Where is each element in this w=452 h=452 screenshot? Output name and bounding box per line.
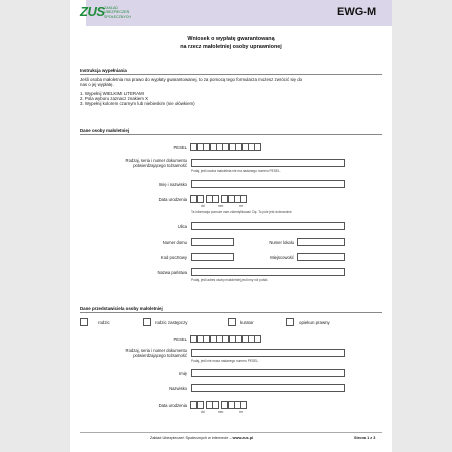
section-rule bbox=[80, 312, 382, 313]
instruction-step-2: 2. Pola wyboru zaznacz znakiem X bbox=[80, 96, 149, 101]
rep-first-name-field[interactable] bbox=[191, 369, 345, 377]
instruction-step-1: 1. Wypełnij WIELKIMI LITERAMI bbox=[80, 91, 144, 96]
section-rule bbox=[80, 74, 382, 75]
rep-option-guardian-checkbox[interactable] bbox=[286, 318, 294, 326]
minor-name-field[interactable] bbox=[191, 180, 345, 188]
minor-city-field[interactable] bbox=[297, 253, 345, 261]
form-code: EWG-M bbox=[337, 6, 377, 18]
instructions-heading: Instrukcja wypełniania bbox=[80, 68, 127, 73]
rep-doc-label: Rodzaj, seria i numer dokumentu potwierdzającego tożsamość bbox=[125, 348, 187, 359]
footer-rule bbox=[80, 432, 382, 433]
minor-doc-field[interactable] bbox=[191, 159, 345, 167]
minor-city-label: Miejscowość bbox=[270, 255, 294, 260]
rep-option-guardian-label: opiekun prawny bbox=[299, 320, 330, 325]
rep-option-foster-label: rodzic zastępczy bbox=[155, 320, 188, 325]
minor-mm-label: mm bbox=[218, 204, 224, 208]
minor-postal-field[interactable] bbox=[191, 253, 234, 261]
footer-note: Zakład Ubezpieczeń Społecznych w internecie – www.zus.pl bbox=[150, 436, 254, 440]
rep-pesel-cells[interactable] bbox=[191, 335, 261, 343]
form-title-line1: Wniosek o wypłatę gwarantowaną bbox=[187, 36, 275, 42]
zus-logo: ZUS bbox=[80, 4, 105, 19]
rep-birth-label: Data urodzenia bbox=[158, 403, 187, 408]
minor-pesel-label: PESEL bbox=[173, 145, 187, 150]
minor-street-label: Ulica bbox=[177, 224, 187, 229]
minor-flat-field[interactable] bbox=[297, 238, 345, 246]
rep-doc-hint: Podaj, jeśli nie masz nadanego numeru PESEL. bbox=[191, 359, 259, 363]
minor-country-label: Nazwa państwa bbox=[157, 270, 187, 275]
minor-name-label: Imię i nazwisko bbox=[158, 182, 187, 187]
minor-postal-label: Kod pocztowy bbox=[160, 255, 187, 260]
rep-first-name-label: Imię bbox=[179, 371, 187, 376]
rep-dd-label: dd bbox=[201, 410, 205, 414]
org-name: ZAKŁAD UBEZPIECZEŃ SPOŁECZNYCH bbox=[104, 6, 131, 19]
minor-rrrr-label: rrrr bbox=[239, 204, 244, 208]
minor-house-label: Numer domu bbox=[162, 240, 187, 245]
rep-rrrr-label: rrrr bbox=[239, 410, 244, 414]
rep-last-name-label: Nazwisko bbox=[169, 386, 187, 391]
minor-flat-label: Numer lokalu bbox=[269, 240, 294, 245]
rep-option-curator-label: kurator bbox=[240, 320, 254, 325]
minor-heading: Dane osoby małoletniej bbox=[80, 128, 130, 133]
minor-pesel-cells[interactable] bbox=[191, 143, 261, 151]
minor-doc-label: Rodzaj, seria i numer dokumentu potwierdzającego tożsamość bbox=[125, 158, 187, 169]
minor-dd-label: dd bbox=[201, 204, 205, 208]
minor-birth-hint: Ta informacja pomoże nam zidentyfikować Cię. To pole jest dobrowolne bbox=[191, 210, 292, 214]
instructions-intro-2: nas o jej wypłatę. bbox=[80, 82, 114, 87]
rep-option-foster-checkbox[interactable] bbox=[143, 318, 151, 326]
rep-pesel-label: PESEL bbox=[173, 337, 187, 342]
instruction-step-3: 3. Wypełnij kolorem czarnym lub niebieskim (nie ołówkiem) bbox=[80, 101, 195, 106]
rep-doc-field[interactable] bbox=[191, 349, 345, 357]
form-title-line2: na rzecz małoletniej osoby uprawnionej bbox=[180, 44, 282, 50]
minor-birth-cells[interactable] bbox=[191, 195, 247, 203]
rep-last-name-field[interactable] bbox=[191, 384, 345, 392]
rep-option-parent-label: rodzic bbox=[98, 320, 110, 325]
page-number: Strona 1 z 3 bbox=[354, 436, 376, 440]
minor-street-field[interactable] bbox=[191, 222, 345, 230]
minor-birth-label: Data urodzenia bbox=[158, 197, 187, 202]
section-rule bbox=[80, 134, 382, 135]
rep-option-parent-checkbox[interactable] bbox=[80, 318, 88, 326]
rep-heading: Dane przedstawiciela osoby małoletniej bbox=[80, 306, 163, 311]
minor-country-field[interactable] bbox=[191, 268, 345, 276]
instructions-intro-1: Jeśli osoba małoletnia ma prawo do wypłaty gwarantowanej, to za pomocą tego formularza możesz zwrócić się do bbox=[80, 77, 303, 82]
minor-country-hint: Podaj, jeśli adres osoby małoletniej jest inny niż polski. bbox=[191, 278, 269, 282]
footer-url[interactable]: www.zus.pl bbox=[232, 436, 254, 440]
rep-birth-cells[interactable] bbox=[191, 401, 247, 409]
minor-house-field[interactable] bbox=[191, 238, 234, 246]
rep-option-curator-checkbox[interactable] bbox=[228, 318, 236, 326]
rep-mm-label: mm bbox=[218, 410, 224, 414]
minor-doc-hint: Podaj, jeśli osoba małoletnia nie ma nadanego numeru PESEL. bbox=[191, 169, 281, 173]
